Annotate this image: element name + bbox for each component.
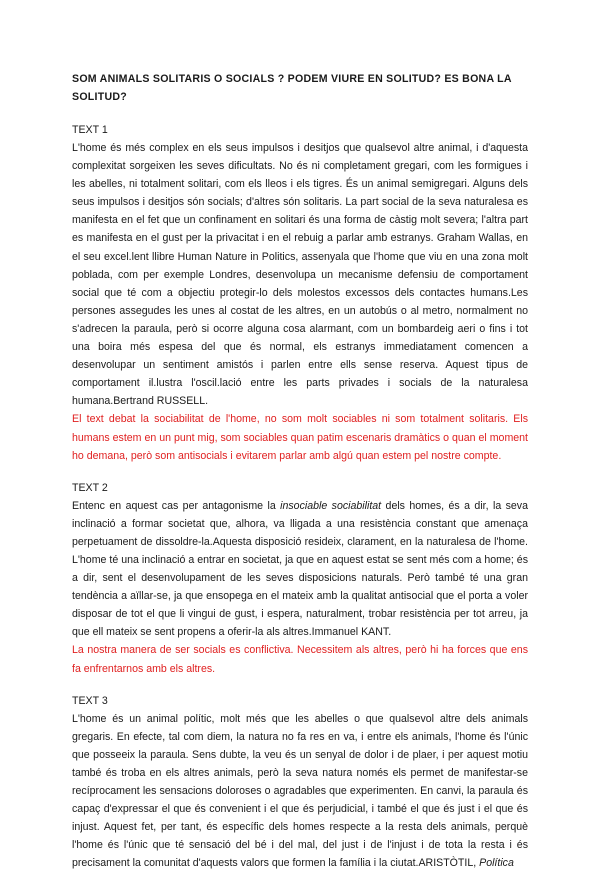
quote-work-title: Política — [479, 857, 514, 870]
answer-paragraph: El text debat la sociabilitat de l'home, no som molt sociables ni som totalment solitaris. Els humans estem en un punt mig, som sociables quan patim escenaris dramàtics o quan el moment ho demana, però som antisocials i evitarem parlar amb algú quan estem pel nostre compte. — [72, 413, 528, 462]
section-heading: TEXT 1 — [72, 124, 108, 136]
quote-paragraph — [72, 497, 528, 642]
quote-paragraph: L'home és més complex en els seus impulsos i desitjos que qualsevol altre animal, i d'aquesta complexitat sorgeixen les seves dificultats. No és ni completament gregari, com les formigues i les abelles, ni totalment solitari, com els lleos i els tigres. És un animal semigregari. Alguns dels seus impulsos i desitjos són socials; d'altres són solitaris. La part social de la seva naturalesa es manifesta en el fet que un confinament en solitari és una forma de càstig molt severa; l'altra part es manifesta en el gust per la privacitat i en el rebuig a parlar amb estranys. Graham Wallas, en el seu excel.lent llibre Human Nature in Politics, assenyala que l'home que viu en una zona molt poblada, com per exemple Londres, desenvolupa un mecanisme defensiu de comportament social que té com a objectiu protegir-lo dels molestos excessos dels contactes humans.Les persones assegudes les unes al costat de les altres, en un autobús o al metro, normalment no s'adrecen la paraula, però si ocorre alguna cosa alarmant, com un bombardeig aeri o fins i tot una boira més espesa del que és normal, els estranys immediatament comencen a desenvolupar un sentiment amistós i parlen entre ells sense reserva. Aquest tipus de comportament il.lustra l'oscil.lació entre les parts privades i socials de la naturalesa humana.Bertrand RUSSELL. — [72, 142, 528, 408]
quote-text: L'home és un animal polític, molt més que les abelles o que qualsevol altre dels animals gregaris. En efecte, tal com diem, la natura no fa res en va, i entre els animals, l'home és l'únic que posseeix la paraula. Sens dubte, la veu és un senyal de dolor i de plaer, i per aquest motiu també és troba en els altres animals, però la seva natura només els permet de manifestar-se recíprocament les sensacions doloroses o agradables que experimenten. En canvi, la paraula és capaç d'expressar el que és convenient i el que és perjudicial, i també el que és just i el que és injust. Aquest fet, per tant, és específic dels homes respecte a la resta dels animals, perquè l'home és l'únic que té sensació del bé i del mal, del just i de l'injust i de tota la resta i és precisament la comunitat d'aquests valors que formen la família i la ciutat.ARISTÒTIL, — [72, 712, 528, 870]
section-text-3 — [72, 692, 528, 872]
section-text-1 — [72, 121, 528, 465]
quote-italic-term: insociable sociabilitat — [280, 499, 382, 512]
section-text-2 — [72, 479, 528, 678]
answer-paragraph: La nostra manera de ser socials es conflictiva. Necessitem als altres, però hi ha forces que ens fa enfrentarnos amb els altres. — [72, 644, 528, 675]
quote-rest: dels homes, és a dir, la seva inclinació a formar societat que, alhora, va lligada a una resistència constant que amenaça perpetuament de dissoldre-la.Aquesta disposició resideix, clarament, en la naturalesa de l'home. L'home té una inclinació a entrar en societat, ja que en aquest estat se sent més com a home; és a dir, sent el desenvolupament de les seves disposicions naturals. Però també té una gran tendència a aïllar-se, ja que ensopega en el mateix amb la qualitat antisocial que el porta a voler disposar de tot el que li vingui de gust, i espera, naturalment, trobar resistència per tot arreu, ja que ell mateix se sent propens a oferir-la als altres.Immanuel KANT. — [72, 499, 528, 639]
section-heading: TEXT 2 — [72, 481, 108, 494]
section-heading: TEXT 3 — [72, 694, 108, 707]
document-title: SOM ANIMALS SOLITARIS O SOCIALS ? PODEM VIURE EN SOLITUD? ES BONA LA SOLITUD? — [72, 73, 512, 103]
quote-start: Entenc en aquest cas per antagonisme la — [72, 499, 276, 512]
